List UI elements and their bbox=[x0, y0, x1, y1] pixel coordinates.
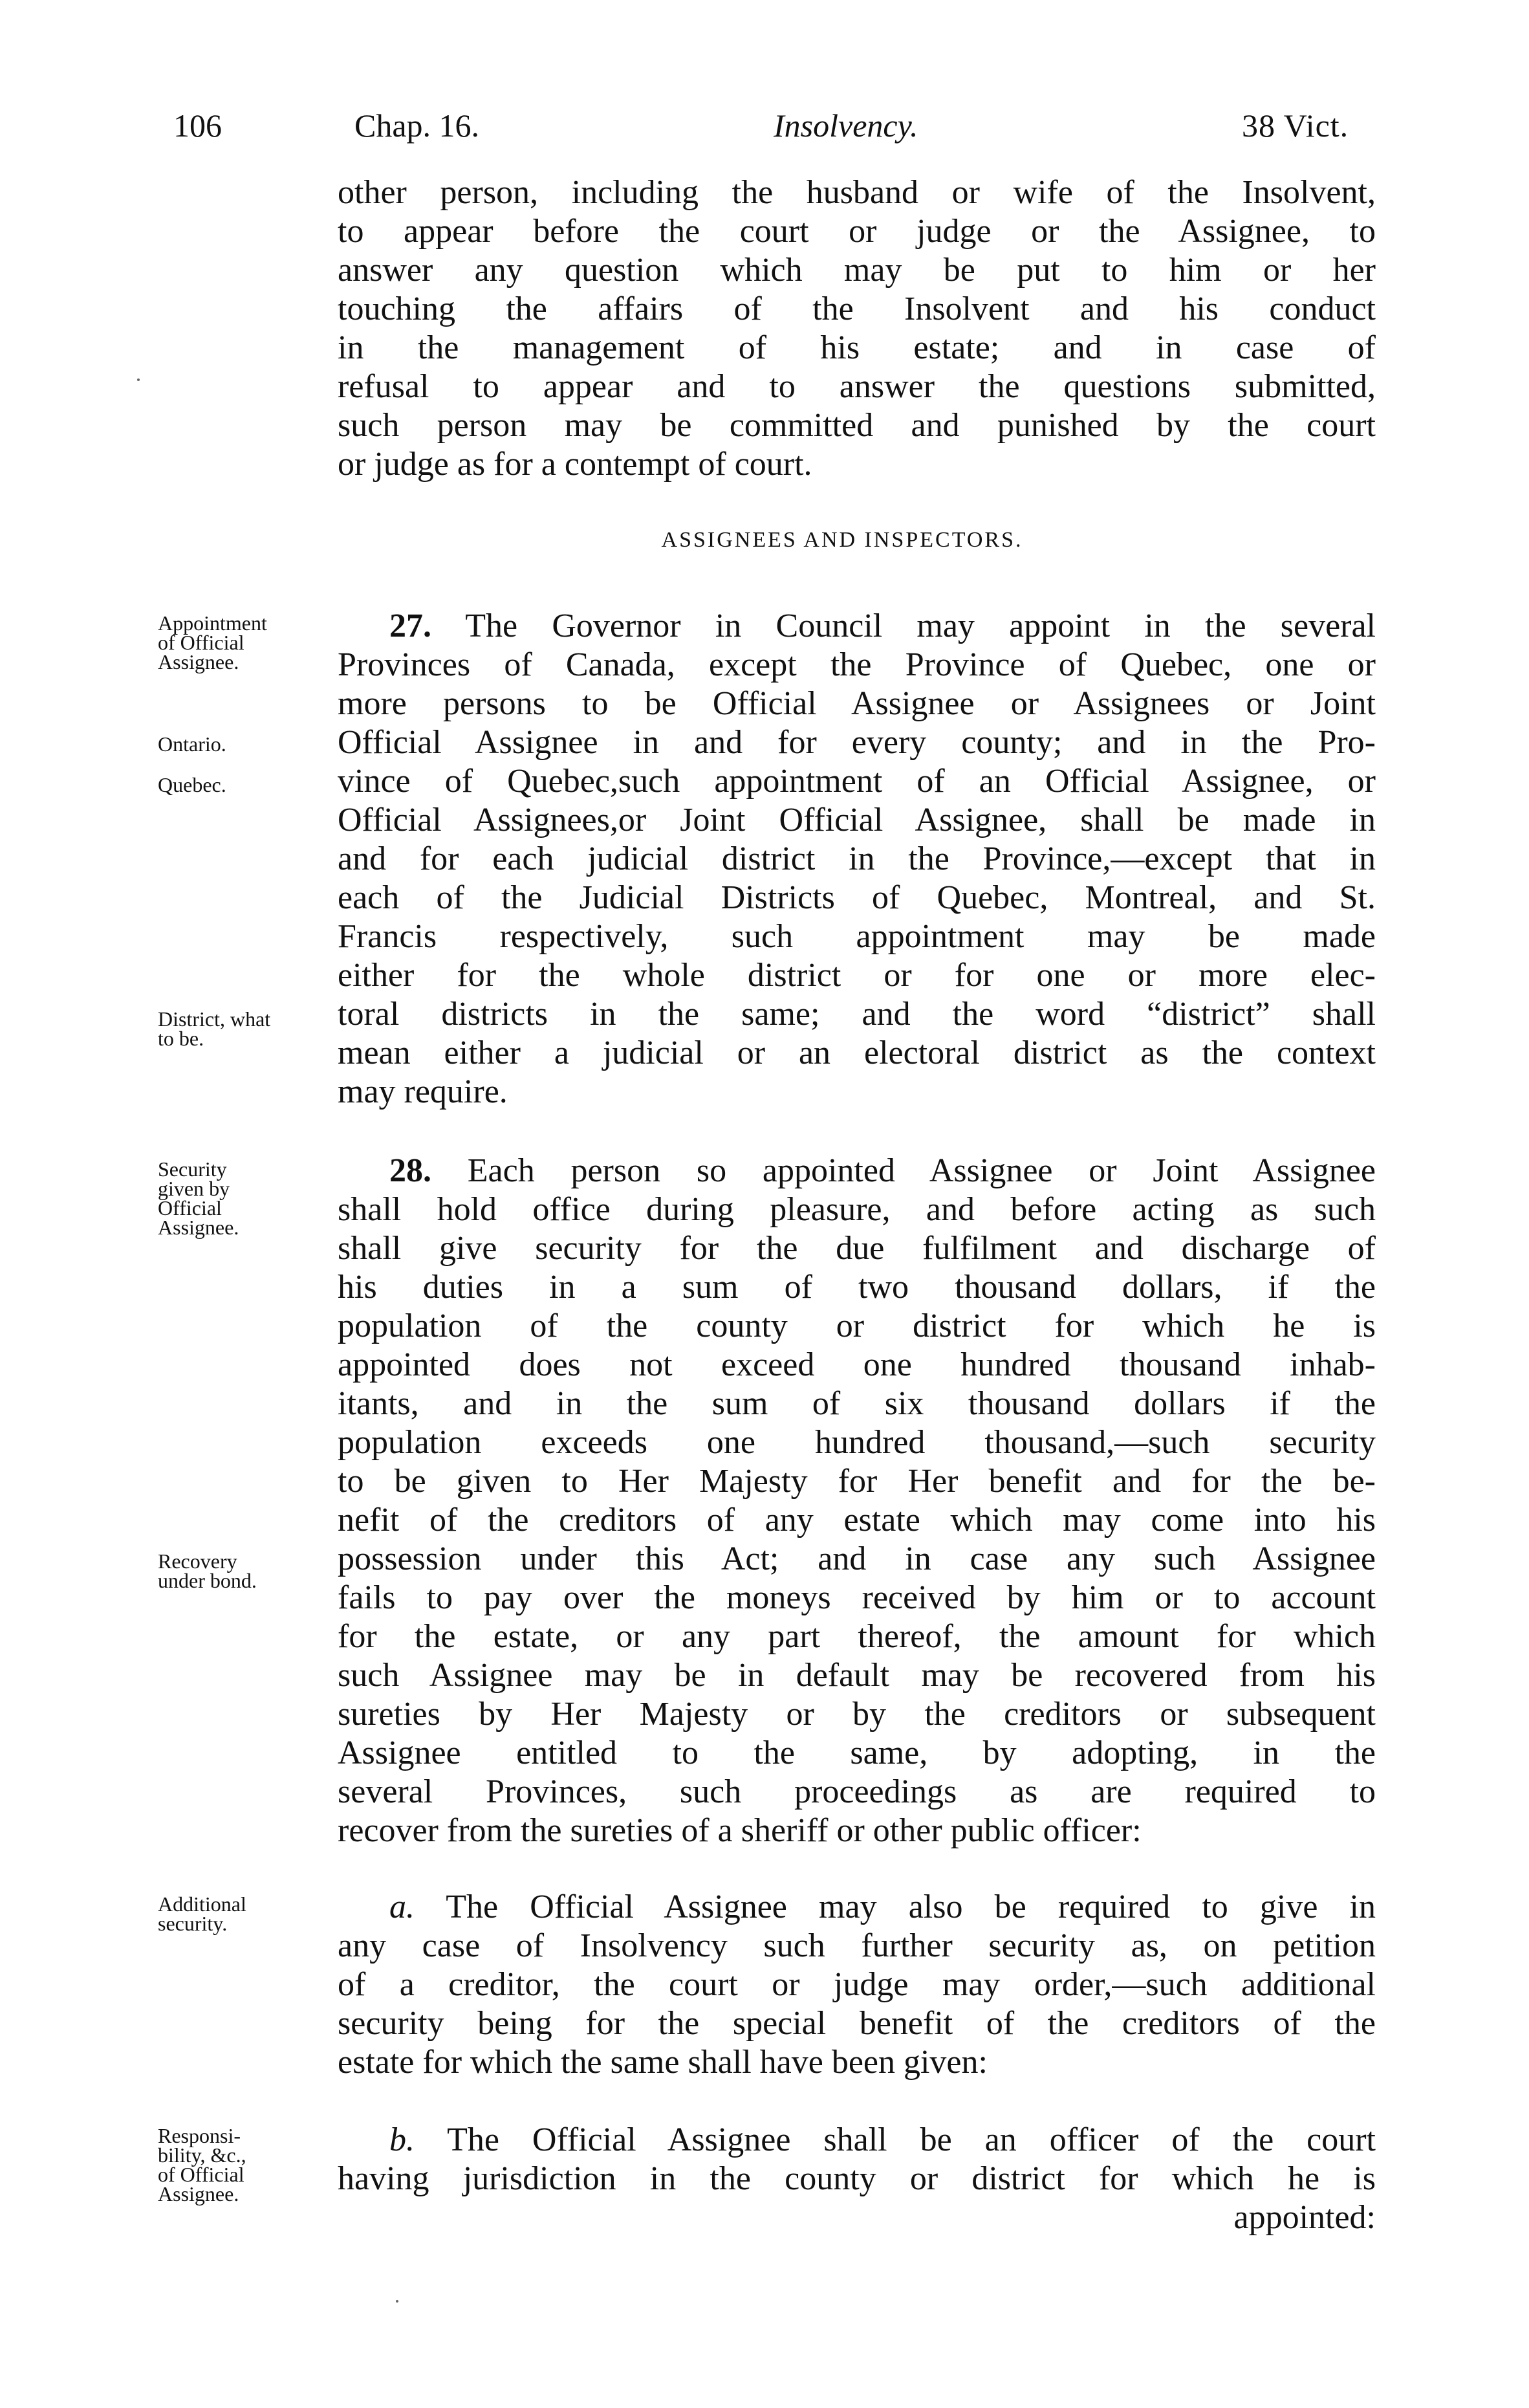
margin-note-ontario bbox=[158, 734, 332, 754]
margin-note-line: Official bbox=[158, 1196, 222, 1220]
text-line: mean either a judicial or an electoral district as the context bbox=[338, 1034, 1376, 1071]
margin-note-line: Quebec. bbox=[158, 773, 226, 796]
text-line: shall hold office during pleasure, and before acting as such bbox=[338, 1191, 1376, 1228]
margin-note-line: Responsi- bbox=[158, 2124, 241, 2147]
text-line: each of the Judicial Districts of Quebec, Montreal, and St. bbox=[338, 879, 1376, 916]
margin-note-line: given by bbox=[158, 1177, 230, 1200]
chapter-label: Chap. 16. bbox=[354, 107, 480, 144]
text-line: either for the whole district or for one or more elec- bbox=[338, 957, 1376, 994]
margin-note-recovery bbox=[158, 1551, 332, 1590]
text-line: recover from the sureties of a sheriff or other public officer: bbox=[338, 1812, 1142, 1849]
text-line: nefit of the creditors of any estate which may come into his bbox=[338, 1502, 1376, 1538]
running-title: Insolvency. bbox=[774, 107, 918, 144]
margin-note-line: Assignee. bbox=[158, 1216, 239, 1239]
text-line: appointed does not exceed one hundred thousand inhab- bbox=[338, 1346, 1376, 1383]
text-line: vince of Quebec,such appointment of an Official Assignee, or bbox=[338, 763, 1376, 800]
section-heading: ASSIGNEES AND INSPECTORS. bbox=[661, 528, 1023, 552]
text-line: Official Assignees,or Joint Official Assignee, shall be made in bbox=[338, 802, 1376, 838]
text-line: population exceeds one hundred thousand,—such security bbox=[338, 1424, 1376, 1461]
margin-note-responsibility bbox=[158, 2126, 332, 2204]
paragraph-a bbox=[338, 1888, 1376, 2082]
text-line bbox=[338, 1888, 1376, 1927]
text-line: Assignee entitled to the same, by adopting, in the bbox=[338, 1735, 1376, 1771]
page-number: 106 bbox=[173, 107, 222, 144]
margin-note-line: Appointment bbox=[158, 611, 267, 635]
margin-note-additional bbox=[158, 1894, 332, 1933]
section-number: 27. bbox=[389, 607, 431, 644]
text-line: having jurisdiction in the county or district for which he is bbox=[338, 2160, 1376, 2197]
text-line: population of the county or district for which he is bbox=[338, 1308, 1376, 1344]
section-text: The Governor in Council may appoint in the several bbox=[465, 607, 1376, 644]
margin-note-line: under bond. bbox=[158, 1569, 257, 1592]
margin-note-line: of Official bbox=[158, 631, 244, 654]
margin-note-security bbox=[158, 1159, 332, 1237]
text-line: shall give security for the due fulfilment and discharge of bbox=[338, 1230, 1376, 1267]
print-speck bbox=[137, 378, 140, 381]
paragraph-text: The Official Assignee shall be an officer of the court bbox=[447, 2121, 1376, 2158]
text-line: fails to pay over the moneys received by him or to account bbox=[338, 1579, 1376, 1616]
margin-note-line: Security bbox=[158, 1157, 227, 1181]
margin-note-line: Assignee. bbox=[158, 2182, 239, 2206]
margin-note-line: District, what bbox=[158, 1007, 271, 1031]
running-header bbox=[0, 107, 1529, 152]
text-line: several Provinces, such proceedings as are required to bbox=[338, 1773, 1376, 1810]
margin-note-line: Additional bbox=[158, 1892, 246, 1916]
margin-note-line: Assignee. bbox=[158, 650, 239, 673]
paragraph-letter: a. bbox=[389, 1888, 415, 1925]
text-line: such Assignee may be in default may be recovered from his bbox=[338, 1657, 1376, 1694]
margin-note-line: Ontario. bbox=[158, 732, 226, 756]
text-line: such person may be committed and punished by the court bbox=[338, 407, 1376, 444]
text-line: itants, and in the sum of six thousand dollars if the bbox=[338, 1385, 1376, 1422]
text-line: or judge as for a contempt of court. bbox=[338, 446, 812, 483]
text-line: more persons to be Official Assignee or Assignees or Joint bbox=[338, 685, 1376, 722]
text-line: any case of Insolvency such further security as, on petition bbox=[338, 1927, 1376, 1964]
text-line: possession under this Act; and in case any such Assignee bbox=[338, 1540, 1376, 1577]
text-line: for the estate, or any part thereof, the amount for which bbox=[338, 1618, 1376, 1655]
text-line: security being for the special benefit of the creditors of the bbox=[338, 2005, 1376, 2042]
text-line: his duties in a sum of two thousand dollars, if the bbox=[338, 1269, 1376, 1306]
text-line: in the management of his estate; and in case of bbox=[338, 329, 1376, 366]
regnal-year: 38 Vict. bbox=[1242, 107, 1349, 144]
section-27 bbox=[338, 607, 1376, 1111]
text-line: touching the affairs of the Insolvent and his conduct bbox=[338, 290, 1376, 327]
margin-note-line: bility, &c., bbox=[158, 2143, 246, 2167]
text-line: Francis respectively, such appointment may be made bbox=[338, 918, 1376, 955]
intro-paragraph bbox=[338, 173, 1376, 484]
text-line: to appear before the court or judge or the Assignee, to bbox=[338, 213, 1376, 250]
text-line: Official Assignee in and for every county; and in the Pro- bbox=[338, 724, 1376, 761]
text-line: to be given to Her Majesty for Her benefit and for the be- bbox=[338, 1463, 1376, 1500]
paragraph-text: The Official Assignee may also be required to give in bbox=[446, 1888, 1376, 1925]
text-line bbox=[338, 607, 1376, 646]
text-line bbox=[338, 2121, 1376, 2160]
text-line: appointed: bbox=[1233, 2199, 1376, 2236]
text-line: of a creditor, the court or judge may order,—such additional bbox=[338, 1966, 1376, 2003]
text-line: may require. bbox=[338, 1073, 508, 1110]
margin-note-line: security. bbox=[158, 1912, 228, 1935]
section-text: Each person so appointed Assignee or Joint Assignee bbox=[467, 1152, 1376, 1189]
margin-note-line: of Official bbox=[158, 2163, 244, 2186]
text-line bbox=[338, 1152, 1376, 1190]
text-line: other person, including the husband or wife of the Insolvent, bbox=[338, 174, 1376, 211]
margin-note-line: to be. bbox=[158, 1027, 204, 1050]
margin-note-district bbox=[158, 1009, 332, 1048]
section-number: 28. bbox=[389, 1152, 431, 1189]
print-speck bbox=[396, 2300, 398, 2303]
text-line: answer any question which may be put to him or her bbox=[338, 252, 1376, 289]
section-28 bbox=[338, 1152, 1376, 1850]
margin-note-quebec bbox=[158, 775, 332, 794]
text-line: sureties by Her Majesty or by the creditors or subsequent bbox=[338, 1696, 1376, 1733]
text-line: and for each judicial district in the Province,—except that in bbox=[338, 840, 1376, 877]
text-line: toral districts in the same; and the word “district” shall bbox=[338, 996, 1376, 1033]
text-line: estate for which the same shall have been given: bbox=[338, 2044, 988, 2081]
text-line: refusal to appear and to answer the questions submitted, bbox=[338, 368, 1376, 405]
paragraph-b bbox=[338, 2121, 1376, 2237]
text-line: Provinces of Canada, except the Province of Quebec, one or bbox=[338, 646, 1376, 683]
paragraph-letter: b. bbox=[389, 2121, 415, 2158]
margin-note-appointment bbox=[158, 613, 332, 672]
margin-note-line: Recovery bbox=[158, 1549, 237, 1573]
